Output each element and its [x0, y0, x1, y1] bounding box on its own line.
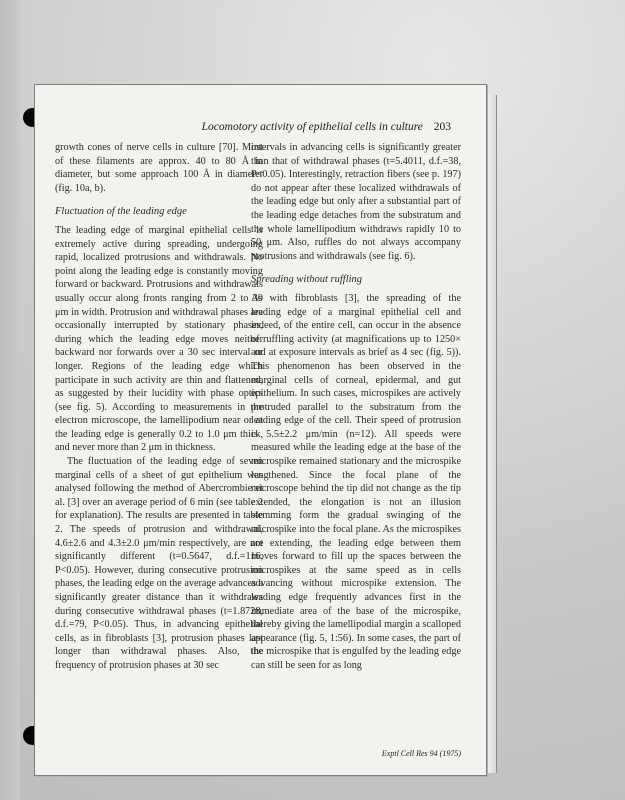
journal-footer: Exptl Cell Res 94 (1975): [381, 749, 461, 758]
right-column: [251, 141, 461, 673]
document-page: [34, 84, 487, 776]
paragraph: The leading edge of marginal epithelial cells is extremely active during spreading, undergoing rapid, localized protrusions and withdrawals. No point along the leading edge is constantly moving forward or backward. Protrusions and withdrawals usually occur along fronts ranging from 2 to 30 μm in width. Protrusion and withdrawal phases are occasionally interrupted by stationary phases, during which the leading edge moves neither backward nor forwards over a 30 sec interval or longer. Regions of the leading edge which participate in such activity are thin and flattened, as suggested by their lucidity with phase optics (see fig. 5). According to measurements in the electron microscope, the lamellipodium near or at the leading edge is generally 0.2 to 1.0 μm thick, and never more than 2 μm in thickness.: [55, 224, 263, 454]
section-heading: Spreading without ruffling: [251, 274, 363, 286]
paragraph: The fluctuation of the leading edge of seven marginal cells of a sheet of gut epithelium was analysed following the method of Abercrombie et al. [3] over an average period of 6 min (see table 2 for explanation). The results are presented in table 2. The speeds of protrusion and withdrawal, 4.6±2.6 and 4.3±2.0 μm/min respectively, are not significantly different (t=0.5647, d.f.=116, P<0.05). However, during consecutive protrusion phases, the leading edge on the average advances a significantly greater distance than it withdraws during consecutive withdrawal phases (t=1.8728, d.f.=79, P<0.05). Thus, in advancing epithelial cells, as in fibroblasts [3], protrusion phases last longer than withdrawal phases. Also, the frequency of protrusion phases at 30 sec: [55, 456, 263, 671]
paragraph: As with fibroblasts [3], the spreading of the leading edge of a marginal epithelial cell and indeed, of the entire cell, can occur in the absence of ruffling activity (at magnifications up to 1250× and at exposure intervals as brief as 4 sec (fig. 5)). This phenomenon has been observed in the marginal cells of corneal, epidermal, and gut epithelium. In such cases, microspikes are actively protruded parallel to the substratum from the leading edge of the cell. Their speed of protrusion is 5.5±2.2 μm/min (n=12). All speeds were measured while the leading edge at the base of the microspike remained stationary and the microspike lengthened. Since the focal plane of the microscope behind the tip did not change as the tip extended, the elongation is not an illusion stemming form the gradual swinging of the microspike into the focal plane. As the microspikes are extending, the leading edge between them moves forward to fill up the spaces between the microspikes at the same speed as in cells advancing without microspike extension. The leading edge frequently advances first in the immediate area of the base of the microspike, thereby giving the lamellipodial margin a scalloped appearance (fig. 5, 1:56). In some cases, the part of the microspike that is engulfed by the leading edge can still be seen for as long: [251, 292, 461, 671]
paragraph: intervals in advancing cells is significantly greater than that of withdrawal phases (t=5.4011, d.f.=38, P<0.05). Interestingly, retraction fibers (see p. 197) do not appear after these localized withdrawals of the leading edge but only after a substantial part of the leading edge detaches from the substratum and the whole lamellipodium withdraws rapidly 10 to 50 μm. Also, ruffles do not always accompany protrusions and withdrawals (see fig. 6).: [251, 142, 461, 262]
scan-background: [0, 0, 20, 800]
left-column: [55, 141, 263, 673]
running-header: [35, 121, 451, 133]
page-stack-edge: [486, 95, 497, 773]
running-title: Locomotory activity of epithelial cells in culture: [201, 121, 423, 133]
page-number: 203: [433, 121, 451, 133]
paragraph: growth cones of nerve cells in culture [70]. Most of these filaments are approx. 40 to 80 Å in diameter, but some approach 100 Å in diameter (fig. 10a, b).: [55, 142, 263, 194]
section-heading: Fluctuation of the leading edge: [55, 206, 187, 218]
